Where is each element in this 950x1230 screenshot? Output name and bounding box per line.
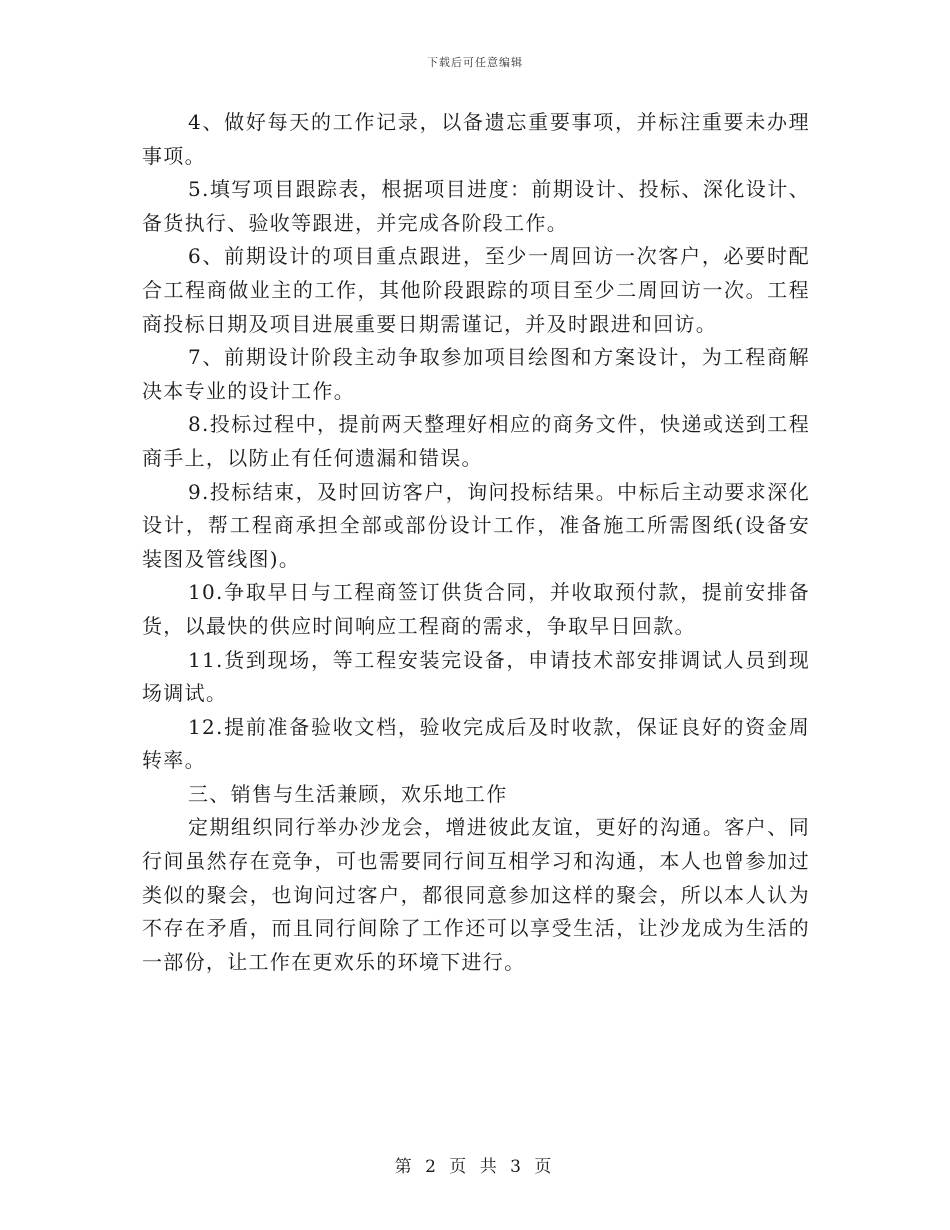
paragraph-item-9: 9.投标结束，及时回访客户，询问投标结果。中标后主动要求深化设计，帮工程商承担全部或部份设计工作，准备施工所需图纸(设备安装图及管线图)。 (142, 479, 810, 571)
section-heading: 三、销售与生活兼顾，欢乐地工作 (188, 781, 508, 806)
paragraph-item-4: 4、做好每天的工作记录，以备遗忘重要事项，并标注重要未办理事项。 (142, 110, 810, 168)
paragraph-item-5: 5.填写项目跟踪表，根据项目进度：前期设计、投标、深化设计、备货执行、验收等跟进，并完成各阶段工作。 (142, 177, 810, 235)
paragraph-item-6: 6、前期设计的项目重点跟进，至少一周回访一次客户，必要时配合工程商做业主的工作，其他阶段跟踪的项目至少二周回访一次。工程商投标日期及项目进展重要日期需谨记，并及时跟进和回访。 (142, 244, 810, 336)
paragraph-item-12: 12.提前准备验收文档，验收完成后及时收款，保证良好的资金周转率。 (142, 714, 810, 773)
paragraph-item-10: 10.争取早日与工程商签订供货合同，并收取预付款，提前安排备货，以最快的供应时间响应工程商的需求，争取早日回款。 (142, 580, 810, 638)
page-footer: 第 2 页 共 3 页 (394, 1157, 556, 1177)
paragraph-item-8: 8.投标过程中，提前两天整理好相应的商务文件，快递或送到工程商手上，以防止有任何遗漏和错误。 (142, 412, 810, 470)
page-header: 下载后可任意编辑 (427, 56, 523, 69)
paragraph-item-7: 7、前期设计阶段主动争取参加项目绘图和方案设计，为工程商解决本专业的设计工作。 (142, 345, 810, 403)
document-body (142, 106, 810, 979)
paragraph-salon: 定期组织同行举办沙龙会，增进彼此友谊，更好的沟通。客户、同行间虽然存在竞争，可也需要同行间互相学习和沟通，本人也曾参加过类似的聚会，也询问过客户，都很同意参加这样的聚会，所以本人认为不存在矛盾，而且同行间除了工作还可以享受生活，让沙龙成为生活的一部份，让工作在更欢乐的环境下进行。 (142, 815, 810, 974)
paragraph-item-11: 11.货到现场，等工程安装完设备，申请技术部安排调试人员到现场调试。 (142, 647, 810, 706)
